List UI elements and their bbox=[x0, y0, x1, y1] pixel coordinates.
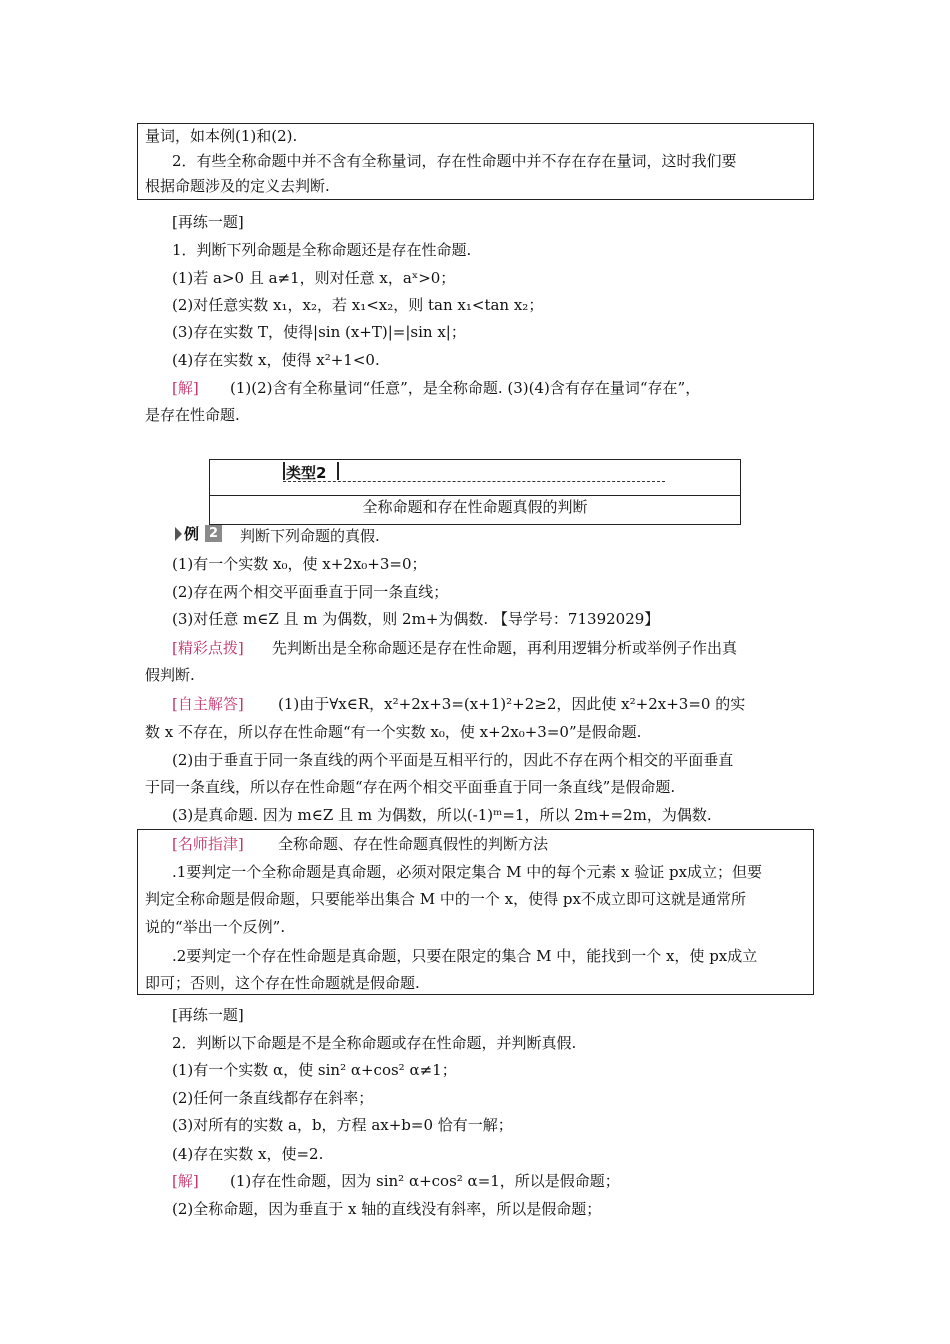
example-item: (3)对任意 m∈Z 且 m 为偶数，则 2m+为偶数. 【导学号：71392029】 bbox=[172, 610, 660, 628]
example-number: 2 bbox=[205, 525, 222, 542]
tip-line: .1要判定一个全称命题是真命题，必须对限定集合 M 中的每个元素 x 验证 px成立；但要 bbox=[172, 863, 763, 881]
practice-item: (3)对所有的实数 a，b，方程 ax+b=0 恰有一解； bbox=[172, 1116, 513, 1134]
answer-tag: [解] bbox=[172, 379, 199, 397]
practice-item: (3)存在实数 T，使得|sin (x+T)|=|sin x|； bbox=[172, 323, 466, 341]
example-question: 判断下列命题的真假. bbox=[240, 527, 380, 545]
tip-line: 即可；否则，这个存在性命题就是假命题. bbox=[145, 974, 420, 992]
answer-text: (1)(2)含有全称量词“任意”，是全称命题. (3)(4)含有存在量词“存在”， bbox=[230, 379, 701, 397]
note-line: 2．有些全称命题中并不含有全称量词，存在性命题中并不存在存在量词，这时我们要 bbox=[172, 152, 737, 170]
hint-tag: [精彩点拨] bbox=[172, 639, 244, 657]
practice-header: [再练一题] bbox=[172, 1006, 244, 1024]
tip-title: 全称命题、存在性命题真假性的判断方法 bbox=[278, 835, 549, 853]
tip-line: 说的“举出一个反例”. bbox=[145, 918, 286, 936]
solution-text: (1)由于∀x∈R，x²+2x+3=(x+1)²+2≥2，因此使 x²+2x+3=0 的实 bbox=[278, 695, 746, 713]
answer-tag: [解] bbox=[172, 1172, 199, 1190]
practice-item: (2)任何一条直线都存在斜率； bbox=[172, 1089, 374, 1107]
practice-item: (4)存在实数 x，使得 x²+1<0. bbox=[172, 351, 380, 369]
practice-question: 1．判断下列命题是全称命题还是存在性命题. bbox=[172, 241, 472, 259]
type-label: 类型2 bbox=[286, 464, 327, 482]
hint-text: 先判断出是全称命题还是存在性命题，再利用逻辑分析或举例子作出真 bbox=[272, 639, 738, 657]
section-type-box bbox=[209, 459, 741, 525]
tip-line: .2要判定一个存在性命题是真命题，只要在限定的集合 M 中，能找到一个 x，使 px成立 bbox=[172, 947, 758, 965]
practice-item: (1)若 a>0 且 a≠1，则对任意 x，aˣ>0； bbox=[172, 269, 456, 287]
type-left-bar bbox=[283, 462, 285, 480]
note-line: 根据命题涉及的定义去判断. bbox=[145, 177, 330, 195]
practice-header: [再练一题] bbox=[172, 213, 244, 231]
section-title: 全称命题和存在性命题真假的判断 bbox=[362, 498, 588, 516]
solution-text: (3)是真命题. 因为 m∈Z 且 m 为偶数，所以(-1)ᵐ=1，所以 2m+=2m，为偶数. bbox=[172, 806, 712, 824]
hint-text: 假判断. bbox=[145, 666, 195, 684]
solution-text: 数 x 不存在，所以存在性命题“有一个实数 x₀，使 x+2x₀+3=0”是假命题. bbox=[145, 723, 642, 741]
solution-text: (2)由于垂直于同一条直线的两个平面是互相平行的，因此不存在两个相交的平面垂直 bbox=[172, 751, 734, 769]
example-item: (1)有一个实数 x₀，使 x+2x₀+3=0； bbox=[172, 555, 427, 573]
practice-item: (2)对任意实数 x₁，x₂，若 x₁<x₂，则 tan x₁<tan x₂； bbox=[172, 296, 544, 314]
answer-text: (1)存在性命题，因为 sin² α+cos² α=1，所以是假命题； bbox=[230, 1172, 620, 1190]
example-item: (2)存在两个相交平面垂直于同一条直线； bbox=[172, 583, 449, 601]
practice-item: (1)有一个实数 α，使 sin² α+cos² α≠1； bbox=[172, 1061, 457, 1079]
tip-line: 判定全称命题是假命题，只要能举出集合 M 中的一个 x，使得 px不成立即可这就是通常所 bbox=[145, 890, 746, 908]
solution-text: 于同一条直线，所以存在性命题“存在两个相交平面垂直于同一条直线”是假命题. bbox=[145, 778, 676, 796]
example-label: 例 bbox=[184, 525, 200, 543]
practice-question: 2．判断以下命题是不是全称命题或存在性命题，并判断真假. bbox=[172, 1034, 577, 1052]
type-right-bar bbox=[337, 462, 339, 480]
tip-tag: [名师指津] bbox=[172, 835, 244, 853]
note-line: 量词，如本例(1)和(2). bbox=[145, 127, 298, 145]
answer-text: 是存在性命题. bbox=[145, 406, 240, 424]
practice-item: (4)存在实数 x，使=2. bbox=[172, 1145, 324, 1163]
type-dashed-rule bbox=[283, 481, 665, 482]
answer-text: (2)全称命题，因为垂直于 x 轴的直线没有斜率，所以是假命题； bbox=[172, 1200, 602, 1218]
triangle-icon bbox=[175, 527, 182, 541]
solution-tag: [自主解答] bbox=[172, 695, 244, 713]
